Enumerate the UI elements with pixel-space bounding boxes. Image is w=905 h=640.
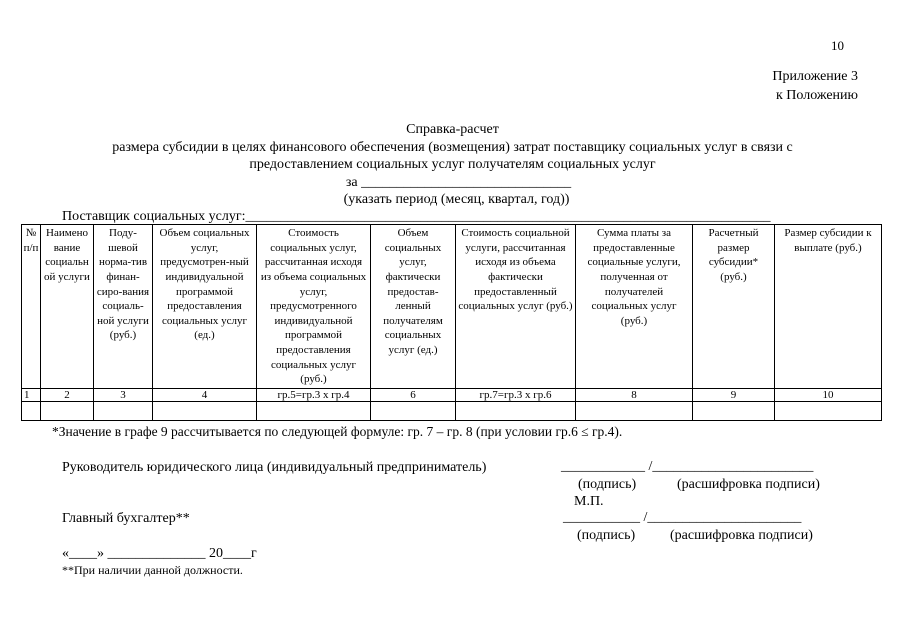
number-cell: 8 (576, 388, 693, 401)
date-line: «____» ______________ 20____г (62, 546, 257, 561)
number-cell: 9 (693, 388, 775, 401)
period-hint: (указать период (месяц, квартал, год)) (343, 192, 570, 207)
appendix-line-1: Приложение 3 (772, 69, 858, 84)
number-cell: 4 (153, 388, 257, 401)
empty-cell (22, 401, 41, 420)
accountant-decode-caption: (расшифровка подписи) (670, 528, 813, 543)
head-sign-caption: (подпись) (578, 477, 637, 492)
empty-cell (153, 401, 257, 420)
document-subtitle-1: размера субсидии в целях финансового обеспечения (возмещения) затрат поставщику социальных услуг в связи с (112, 140, 793, 155)
empty-cell (456, 401, 576, 420)
header-cell: Сумма платы за предоставленные социальные услуги, полученная от получателей социальных услуг (руб.) (576, 225, 693, 389)
document-subtitle-2: предоставлением социальных услуг получателям социальных услуг (249, 157, 656, 172)
number-cell: гр.7=гр.3 х гр.6 (456, 388, 576, 401)
document-title: Справка-расчет (406, 122, 499, 137)
page-number: 10 (831, 38, 844, 53)
header-cell: Стоимость социальной услуги, рассчитанная исходя из объема фактически предоставленный социальных услуг (руб.) (456, 225, 576, 389)
period-line: за ______________________________ (345, 175, 572, 190)
empty-cell (693, 401, 775, 420)
header-cell: Расчетный размер субсидии* (руб.) (693, 225, 775, 389)
accountant-label: Главный бухгалтер** (62, 511, 190, 526)
number-cell: гр.5=гр.3 х гр.4 (257, 388, 371, 401)
supplier-line: Поставщик социальных услуг:___________________________________________________________________________ (62, 209, 771, 224)
accountant-sign-caption: (подпись) (577, 528, 636, 543)
number-cell: 6 (371, 388, 456, 401)
head-signature-label: Руководитель юридического лица (индивидуальный предприниматель) (62, 460, 487, 475)
empty-cell (775, 401, 882, 420)
header-cell: Размер субсидии к выплате (руб.) (775, 225, 882, 389)
table-header-row (22, 225, 882, 389)
empty-cell (371, 401, 456, 420)
number-cell: 3 (94, 388, 153, 401)
appendix-line-2: к Положению (775, 88, 858, 103)
header-cell: Объем социальных услуг, фактически предостав-ленный получателям социальных услуг (ед.) (371, 225, 456, 389)
header-cell: Объем социальных услуг, предусмотрен-ный индивидуальной программой предоставления социальных услуг (ед.) (153, 225, 257, 389)
stamp-label: М.П. (574, 494, 604, 509)
empty-cell (41, 401, 94, 420)
head-decode-caption: (расшифровка подписи) (677, 477, 820, 492)
formula-footnote: *Значение в графе 9 рассчитывается по следующей формуле: гр. 7 – гр. 8 (при условии гр.6 ≤ гр.4). (52, 424, 623, 439)
position-footnote: **При наличии данной должности. (62, 563, 243, 577)
empty-cell (94, 401, 153, 420)
table-number-row (22, 388, 882, 401)
accountant-signature-line: ___________ /______________________ (563, 510, 802, 525)
empty-cell (576, 401, 693, 420)
header-cell: Наимено вание социальн ой услуги (41, 225, 94, 389)
table-empty-row (22, 401, 882, 420)
number-cell: 1 (22, 388, 41, 401)
header-cell: Поду-шевой норма-тив финан-сиро-вания социаль-ной услуги (руб.) (94, 225, 153, 389)
header-cell: Стоимость социальных услуг, рассчитанная исходя из объема социальных услуг, предусмотренного индивидуальной программой предоставления социальных услуг (руб.) (257, 225, 371, 389)
head-signature-line: ____________ /_______________________ (561, 459, 814, 474)
subsidy-table (21, 224, 882, 421)
header-cell: № п/п (22, 225, 41, 389)
empty-cell (257, 401, 371, 420)
number-cell: 10 (775, 388, 882, 401)
number-cell: 2 (41, 388, 94, 401)
